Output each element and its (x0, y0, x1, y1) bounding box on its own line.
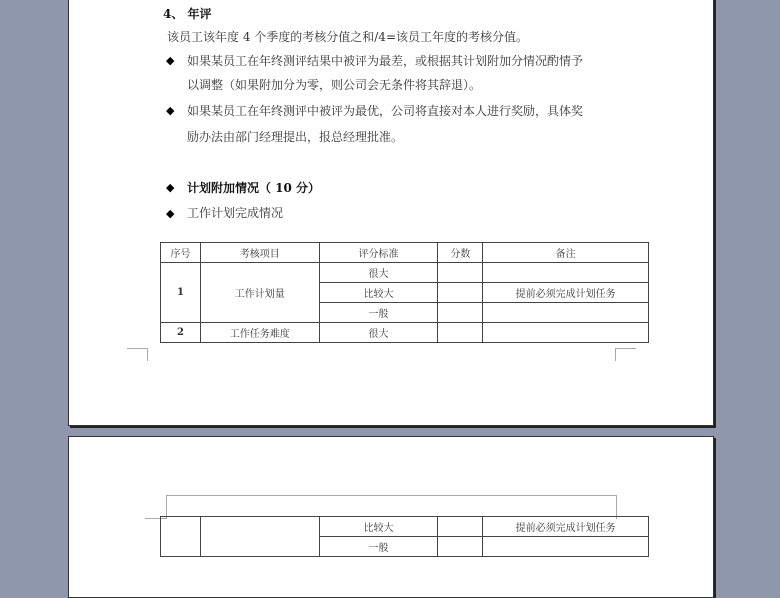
cell-note (483, 537, 649, 557)
document-page-2 (68, 436, 714, 598)
margin-corner-marker-right (615, 348, 636, 361)
header-item: 考核项目 (200, 243, 319, 263)
cell-criteria: 一般 (319, 537, 438, 557)
diamond-bullet-icon: ◆ (166, 54, 175, 67)
cell-item: 工作任务难度 (200, 323, 319, 343)
cell-no: 2 (161, 323, 201, 343)
bullet-2-line-2: 励办法由部门经理提出，报总经理批准。 (187, 130, 404, 144)
header-note: 备注 (483, 243, 649, 263)
cell-item (200, 517, 319, 557)
intro-paragraph: 该员工该年度 4 个季度的考核分值之和/4=该员工年度的考核分值。 (167, 30, 528, 44)
work-plan-subheading: 工作计划完成情况 (187, 206, 284, 220)
diamond-bullet-icon: ◆ (166, 181, 175, 194)
header-criteria: 评分标准 (319, 243, 438, 263)
cell-no (161, 517, 201, 557)
cell-score[interactable] (438, 283, 483, 303)
table-row (161, 263, 649, 283)
cell-score[interactable] (438, 323, 483, 343)
cell-note: 提前必须完成计划任务 (483, 283, 649, 303)
header-no: 序号 (161, 243, 201, 263)
cell-score[interactable] (438, 303, 483, 323)
evaluation-table (160, 242, 649, 343)
header-score: 分数 (438, 243, 483, 263)
document-page-1 (68, 0, 714, 426)
cell-criteria: 很大 (319, 263, 438, 283)
table-row (161, 323, 649, 343)
bullet-1-line-2: 以调整（如果附加分为零，则公司会无条件将其辞退）。 (187, 78, 482, 92)
cell-no: 1 (161, 263, 201, 323)
cell-criteria: 比较大 (319, 283, 438, 303)
section-heading-annual-review: 4、 年评 (163, 7, 212, 21)
cell-note: 提前必须完成计划任务 (483, 517, 649, 537)
table-row (161, 517, 649, 537)
bullet-2-line-1: 如果某员工在年终测评中被评为最优，公司将直接对本人进行奖励，具体奖 (187, 104, 584, 118)
table-header-row (161, 243, 649, 263)
cell-note (483, 303, 649, 323)
diamond-bullet-icon: ◆ (166, 207, 175, 220)
evaluation-table-continued (160, 516, 649, 557)
cell-score[interactable] (438, 517, 483, 537)
cell-criteria: 比较大 (319, 517, 438, 537)
bullet-1-line-1: 如果某员工在年终测评结果中被评为最差，或根据其计划附加分情况酌情予 (187, 54, 584, 68)
cell-criteria: 一般 (319, 303, 438, 323)
cell-item: 工作计划量 (200, 263, 319, 323)
diamond-bullet-icon: ◆ (166, 104, 175, 117)
cell-score[interactable] (438, 263, 483, 283)
margin-corner-marker-left (127, 348, 148, 361)
cell-note (483, 323, 649, 343)
plan-bonus-heading: 计划附加情况（ 10 分） (187, 181, 321, 195)
cell-score[interactable] (438, 537, 483, 557)
cell-note (483, 263, 649, 283)
cell-criteria: 很大 (319, 323, 438, 343)
